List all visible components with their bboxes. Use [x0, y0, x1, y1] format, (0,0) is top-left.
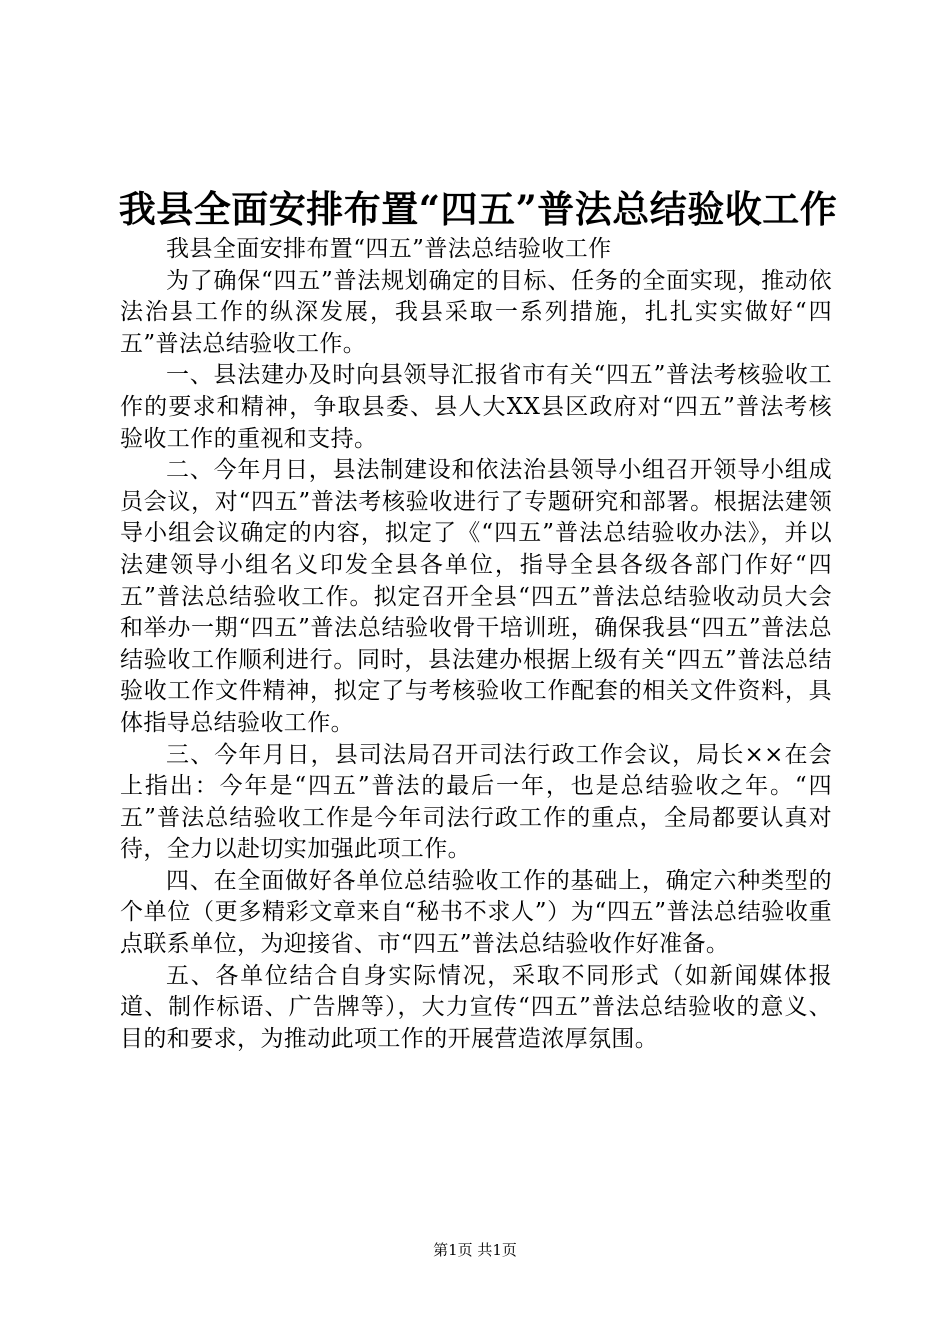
paragraph-subtitle: 我县全面安排布置“四五”普法总结验收工作 [166, 236, 612, 262]
document-body [120, 234, 832, 1055]
page-footer: 第1页 共1页 [433, 1241, 517, 1259]
paragraph-intro: 为了确保“四五”普法规划确定的目标、任务的全面实现，推动依法治县工作的纵深发展，我县采取一系列措施，扎扎实实做好“四五”普法总结验收工作。 [120, 267, 832, 357]
paragraph-section-1: 一、县法建办及时向县领导汇报省市有关“四五”普法考核验收工作的要求和精神，争取县委、县人大XX县区政府对“四五”普法考核验收工作的重视和支持。 [120, 362, 832, 452]
document-title: 我县全面安排布置“四五”普法总结验收工作 [118, 187, 838, 231]
paragraph-section-5: 五、各单位结合自身实际情况，采取不同形式（如新闻媒体报道、制作标语、广告牌等），大力宣传“四五”普法总结验收的意义、目的和要求，为推动此项工作的开展营造浓厚氛围。 [120, 962, 832, 1052]
paragraph-section-4: 四、在全面做好各单位总结验收工作的基础上，确定六种类型的个单位（更多精彩文章来自“秘书不求人”）为“四五”普法总结验收重点联系单位，为迎接省、市“四五”普法总结验收作好准备。 [120, 867, 832, 958]
paragraph-section-3: 三、今年月日，县司法局召开司法行政工作会议，局长××在会上指出：今年是“四五”普法的最后一年，也是总结验收之年。“四五”普法总结验收工作是今年司法行政工作的重点，全局都要认真对待，全力以赴切实加强此项工作。 [120, 741, 832, 863]
paragraph-section-2: 二、今年月日，县法制建设和依法治县领导小组召开领导小组成员会议，对“四五”普法考核验收进行了专题研究和部署。根据法建领导小组会议确定的内容，拟定了《“四五”普法总结验收办法》，并以法建领导小组名义印发全县各单位，指导全县各级各部门作好“四五”普法总结验收工作。拟定召开全县“四五”普法总结验收动员大会和举办一期“四五”普法总结验收骨干培训班，确保我县“四五”普法总结验收工作顺利进行。同时，县法建办根据上级有关“四五”普法总结验收工作文件精神，拟定了与考核验收工作配套的相关文件资料，具体指导总结验收工作。 [120, 457, 832, 736]
